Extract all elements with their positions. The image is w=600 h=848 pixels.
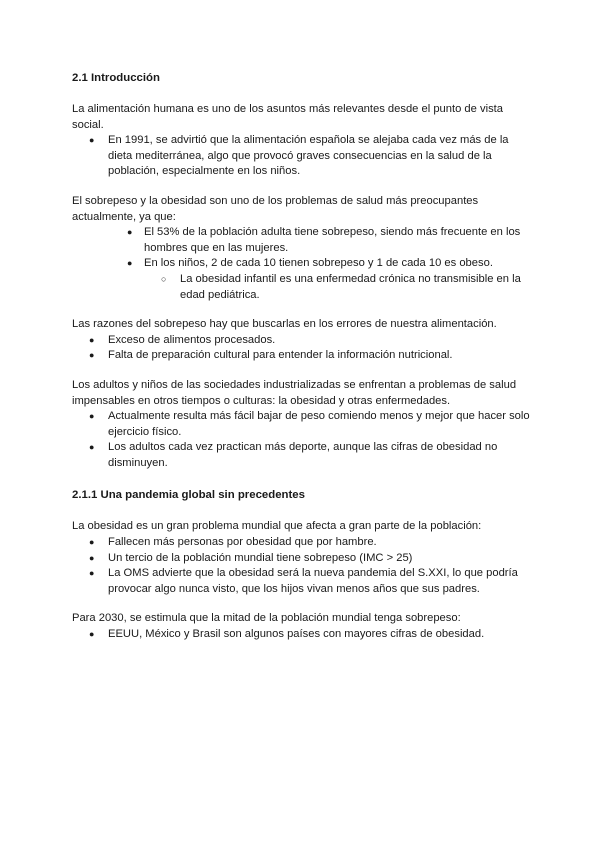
bullet-list [72,627,532,643]
bullet-icon: ● [89,135,95,146]
paragraph: El sobrepeso y la obesidad son uno de los problemas de salud más preocupantes actualmente, ya que: [72,194,479,223]
paragraph: La alimentación humana es uno de los asuntos más relevantes desde el punto de vista social. [72,103,503,131]
section-heading-pandemia: 2.1.1 Una pandemia global sin precedentes [72,489,305,502]
list-item: ● Exceso de alimentos procesados. [72,333,532,349]
paragraph: Para 2030, se estimula que la mitad de la población mundial tenga sobrepeso: [72,612,461,625]
paragraph: Las razones del sobrepeso hay que buscarlas en los errores de nuestra alimentación. [72,318,497,331]
document-page [72,70,532,643]
bullet-icon: ● [89,568,95,579]
list-item: ● La OMS advierte que la obesidad será la nueva pandemia del S.XXI, lo que podría provocar algo nunca visto, que los hijos vivan menos años que sus padres. [89,567,518,595]
bullet-list [72,133,532,180]
bullet-list [72,333,532,364]
bullet-icon: ● [89,350,95,361]
list-item: ● En 1991, se advirtió que la alimentación española se alejaba cada vez más de la dieta mediterránea, algo que provocó graves consecuencias en la salud de la población, especialmente en los niños. [89,134,509,178]
list-item: ● Actualmente resulta más fácil bajar de peso comiendo menos y mejor que hacer solo ejercicio físico. [89,410,530,438]
bullet-list [72,409,532,471]
sub-bullet-icon: ○ [161,273,167,284]
list-item: ● Un tercio de la población mundial tiene sobrepeso (IMC > 25) [72,551,532,567]
bullet-list [72,225,532,303]
bullet-icon: ● [89,537,95,548]
bullet-icon: ● [89,552,95,563]
bullet-icon: ● [127,258,133,269]
bullet-icon: ● [127,227,133,238]
paragraph: La obesidad es un gran problema mundial que afecta a gran parte de la población: [72,520,482,533]
list-item: ● EEUU, México y Brasil son algunos países con mayores cifras de obesidad. [72,627,532,643]
paragraph: Los adultos y niños de las sociedades industrializadas se enfrentan a problemas de salud impensables en otros tiempos o culturas: la obesidad y otras enfermedades. [72,378,517,407]
list-item: ● Fallecen más personas por obesidad que por hambre. [72,535,532,551]
list-item: ○ La obesidad infantil es una enfermedad crónica no transmisible en la edad pediátrica. [161,272,521,301]
bullet-icon: ● [89,334,95,345]
list-item: ● En los niños, 2 de cada 10 tienen sobrepeso y 1 de cada 10 es obeso. [72,256,532,272]
list-item: ● Falta de preparación cultural para entender la información nutricional. [72,348,532,364]
bullet-list [72,535,532,597]
bullet-icon: ● [89,442,95,453]
list-item: ● El 53% de la población adulta tiene sobrepeso, siendo más frecuente en los hombres que en las mujeres. [127,226,521,254]
bullet-icon: ● [89,629,95,640]
bullet-icon: ● [89,411,95,422]
section-heading-introduccion: 2.1 Introducción [72,72,160,84]
list-item: ● Los adultos cada vez practican más deporte, aunque las cifras de obesidad no disminuyen. [89,441,498,469]
